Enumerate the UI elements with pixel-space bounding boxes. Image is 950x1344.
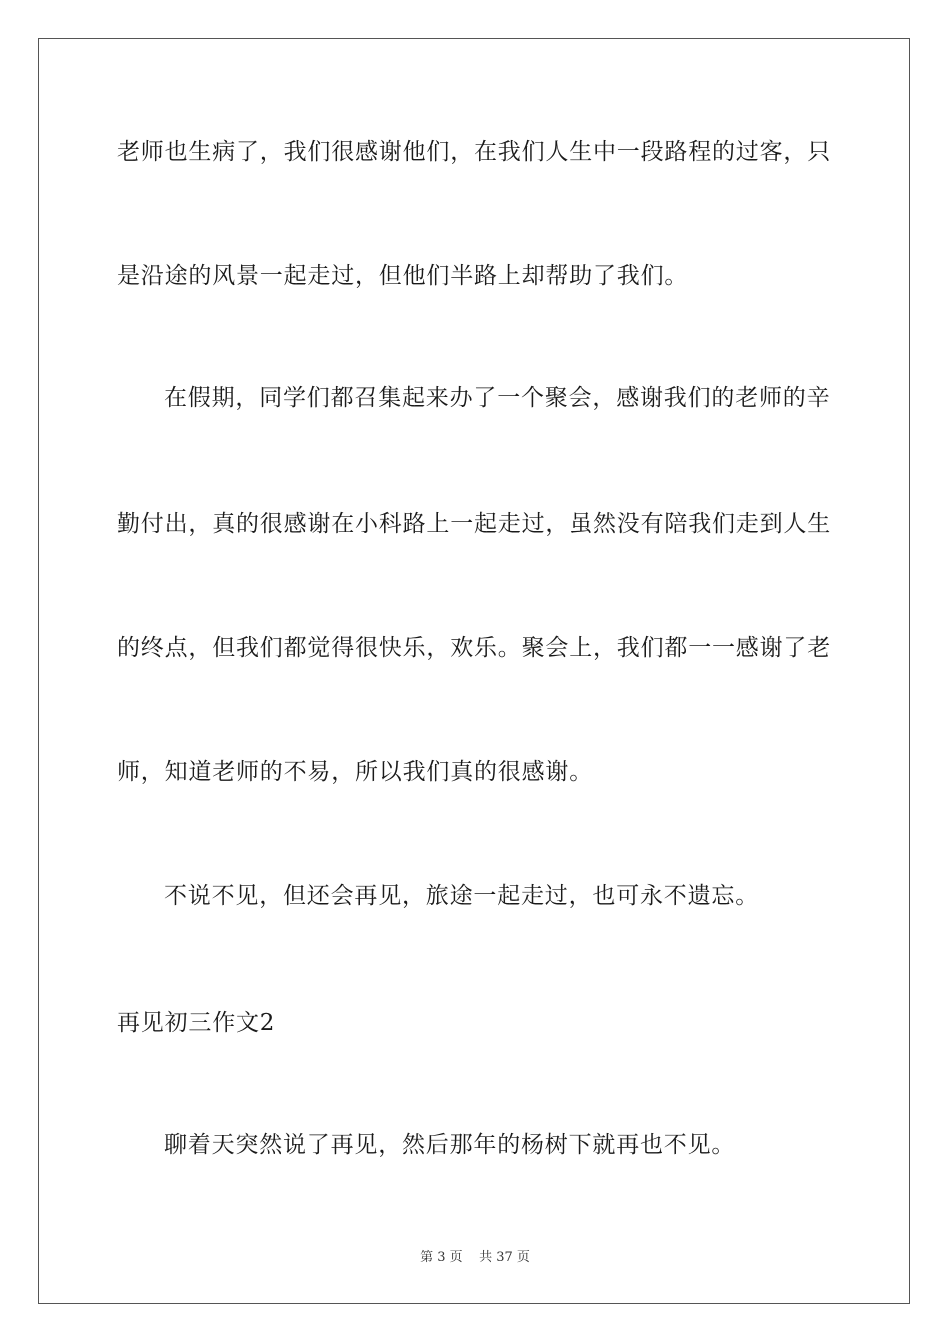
paragraph-line: 是沿途的风景一起走过，但他们半路上却帮助了我们。 <box>117 263 689 289</box>
paragraph-line: 不说不见，但还会再见，旅途一起走过，也可永不遗忘。 <box>164 883 759 909</box>
paragraph-line: 勤付出，真的很感谢在小科路上一起走过，虽然没有陪我们走到人生 <box>117 511 831 537</box>
page-border <box>38 38 910 1304</box>
paragraph-line: 师，知道老师的不易，所以我们真的很感谢。 <box>117 759 593 785</box>
paragraph-line: 老师也生病了，我们很感谢他们，在我们人生中一段路程的过客，只 <box>117 139 831 165</box>
paragraph-line: 在假期，同学们都召集起来办了一个聚会，感谢我们的老师的辛 <box>164 385 831 411</box>
page-number-footer: 第 3 页 共 37 页 <box>420 1250 530 1265</box>
paragraph-line: 聊着天突然说了再见，然后那年的杨树下就再也不见。 <box>164 1132 736 1158</box>
paragraph-line: 的终点，但我们都觉得很快乐，欢乐。聚会上，我们都一一感谢了老 <box>117 635 831 661</box>
section-heading: 再见初三作文2 <box>117 1010 276 1036</box>
